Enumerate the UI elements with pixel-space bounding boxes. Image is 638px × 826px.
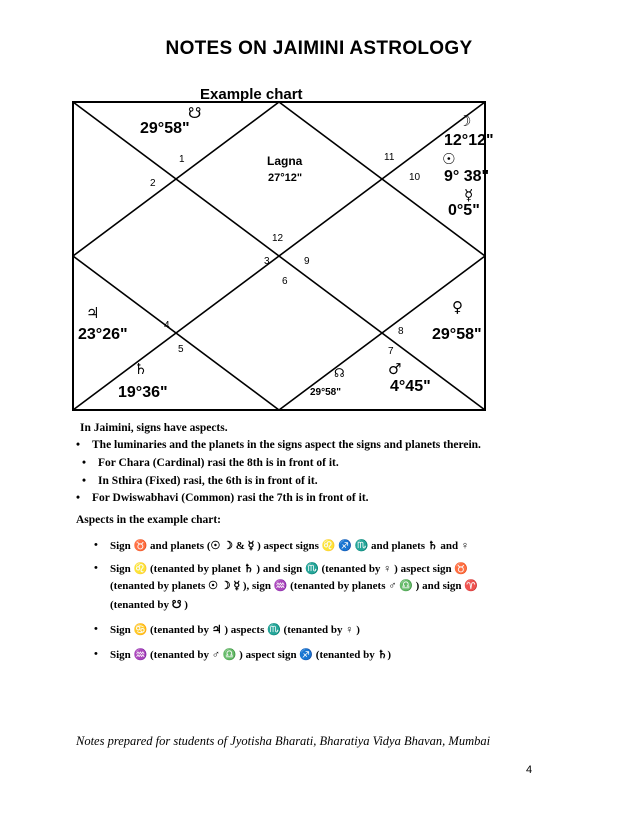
aspect-item-2: • Sign ♌ (tenanted by planet ♄ ) and sign ♏ (tenanted by ♀ ) aspect sign ♉ xyxy=(110,562,468,575)
saturn-degree: 19°36" xyxy=(118,384,168,401)
house-number-3: 3 xyxy=(264,256,270,267)
moon-degree: 12°12" xyxy=(444,132,494,149)
venus-degree: 29°58" xyxy=(432,326,482,343)
bullet-chara xyxy=(98,457,339,469)
house-number-9: 9 xyxy=(304,256,310,267)
house-number-6: 6 xyxy=(282,276,288,287)
sun-glyph: ☉ xyxy=(442,150,456,168)
ketu-glyph: ☋ xyxy=(188,104,202,122)
aspect-item-4: • Sign ♒ (tenanted by ♂ ♎ ) aspect sign ♐ (tenanted by ♄) xyxy=(110,648,391,661)
house-number-8: 8 xyxy=(398,326,404,337)
mars-degree: 4°45" xyxy=(390,378,431,395)
aspect-item-3: • Sign ♋ (tenanted by ♃ ) aspects ♏ (tenanted by ♀ ) xyxy=(110,623,360,636)
mercury-degree: 0°5" xyxy=(448,202,480,219)
lagna-degree: 27°12" xyxy=(268,172,303,184)
mercury-glyph: ☿ xyxy=(464,186,474,204)
aspect-item-1: • Sign ♉ and planets (☉ ☽ & ☿ ) aspect signs ♌ ♐ ♏ and planets ♄ and ♀ xyxy=(110,539,469,552)
bullet-sthira xyxy=(98,475,318,487)
aspects-heading: Aspects in the example chart: xyxy=(76,514,222,526)
house-number-1: 1 xyxy=(179,154,185,165)
page-number: 4 xyxy=(526,764,533,776)
rahu-degree: 29°58" xyxy=(310,387,341,398)
bullet-dwiswabhavi xyxy=(92,492,369,504)
chart-title: Example chart xyxy=(200,86,303,103)
house-number-2: 2 xyxy=(150,178,156,189)
intro-text: In Jaimini, signs have aspects. xyxy=(80,422,228,434)
sun-degree: 9° 38" xyxy=(444,168,490,185)
house-number-4: 4 xyxy=(164,320,170,331)
house-number-11: 11 xyxy=(384,152,395,163)
moon-glyph: ☽ xyxy=(458,112,472,130)
aspect-item-2-line-2: (tenanted by planets ☉ ☽ ☿ ), sign ♒ (tenanted by planets ♂ ♎ ) and sign ♈ xyxy=(110,580,478,592)
mars-glyph: ♂ xyxy=(388,360,402,378)
bullet-luminaries: • The luminaries and the planets in the signs aspect the signs and planets therein. xyxy=(92,439,481,451)
example-chart xyxy=(72,86,494,412)
rahu-glyph: ☊ xyxy=(334,366,345,380)
house-number-5: 5 xyxy=(178,344,184,355)
saturn-glyph: ♄ xyxy=(134,360,148,378)
house-number-12: 12 xyxy=(272,233,284,244)
page-title: NOTES ON JAIMINI ASTROLOGY xyxy=(165,38,473,59)
ketu-degree: 29°58" xyxy=(140,120,190,137)
house-number-10: 10 xyxy=(409,172,421,183)
aspect-item-2-line-3: (tenanted by ☋ ) xyxy=(110,599,188,611)
footer-note: Notes prepared for students of Jyotisha Bharati, Bharatiya Vidya Bhavan, Mumbai xyxy=(76,734,491,748)
jupiter-degree: 23°26" xyxy=(78,326,128,343)
house-number-7: 7 xyxy=(388,346,394,357)
bullet-chara-text: For Chara (Cardinal) rasi the 8th is in front of it. xyxy=(98,457,339,469)
venus-glyph: ♀ xyxy=(452,298,463,316)
bullet-sthira-text: In Sthira (Fixed) rasi, the 6th is in front of it. xyxy=(98,475,318,487)
jupiter-glyph: ♃ xyxy=(86,304,100,322)
lagna-label: Lagna xyxy=(267,154,303,168)
bullet-dwiswabhavi-text: For Dwiswabhavi (Common) rasi the 7th is in front of it. xyxy=(92,492,369,504)
